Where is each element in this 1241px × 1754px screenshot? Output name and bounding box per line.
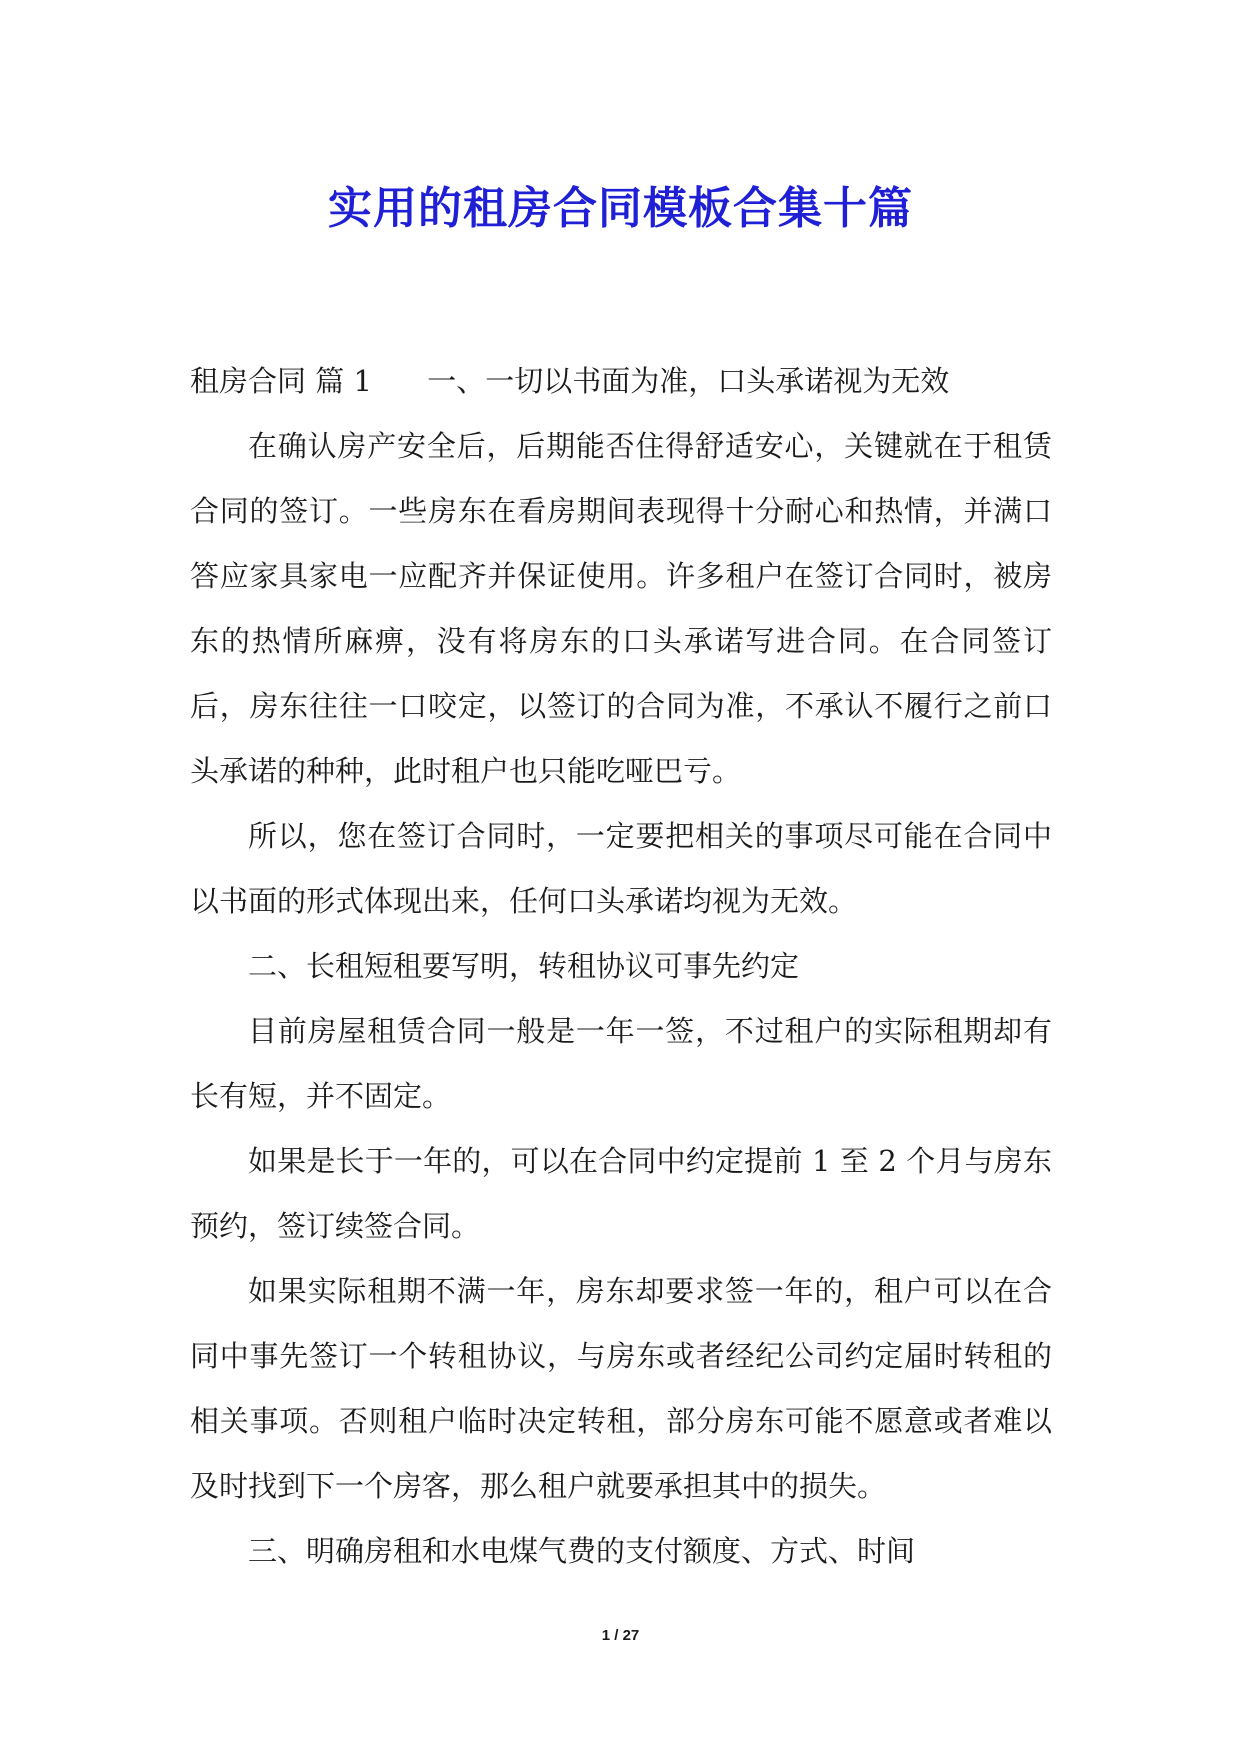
page-number: 1 / 27 <box>601 1627 640 1644</box>
document-title: 实用的租房合同模板合集十篇 <box>328 183 913 235</box>
paragraph: 在确认房产安全后，后期能否住得舒适安心，关键就在于租赁合同的签订。一些房东在看房期间表现得十分耐心和热情，并满口答应家具家电一应配齐并保证使用。许多租户在签订合同时，被房东的热情所麻痹，没有将房东的口头承诺写进合同。在合同签订后，房东往往一口咬定，以签订的合同为准，不承认不履行之前口头承诺的种种，此时租户也只能吃哑巴亏。 <box>190 429 1052 788</box>
section-label: 租房合同 <box>190 364 307 398</box>
section-heading: 二、长租短租要写明，转租协议可事先约定 <box>248 949 800 983</box>
paragraph: 如果是长于一年的，可以在合同中约定提前 1 至 2 个月与房东预约，签订续签合同。 <box>190 1144 1052 1243</box>
paragraph: 如果实际租期不满一年，房东却要求签一年的，租户可以在合同中事先签订一个转租协议，与房东或者经纪公司约定届时转租的相关事项。否则租户临时决定转租，部分房东可能不愿意或者难以及时找到下一个房客，那么租户就要承担其中的损失。 <box>190 1274 1052 1503</box>
paragraph: 所以，您在签订合同时，一定要把相关的事项尽可能在合同中以书面的形式体现出来，任何口头承诺均视为无效。 <box>190 819 1052 918</box>
section-heading: 三、明确房租和水电煤气费的支付额度、方式、时间 <box>248 1534 916 1568</box>
paragraph: 目前房屋租赁合同一般是一年一签，不过租户的实际租期却有长有短，并不固定。 <box>190 1014 1052 1113</box>
first-heading: 一、一切以书面为准，口头承诺视为无效 <box>427 364 950 398</box>
section-header-line <box>190 349 1052 414</box>
document-body <box>190 349 1052 1584</box>
part-label: 篇 1 <box>315 364 372 398</box>
